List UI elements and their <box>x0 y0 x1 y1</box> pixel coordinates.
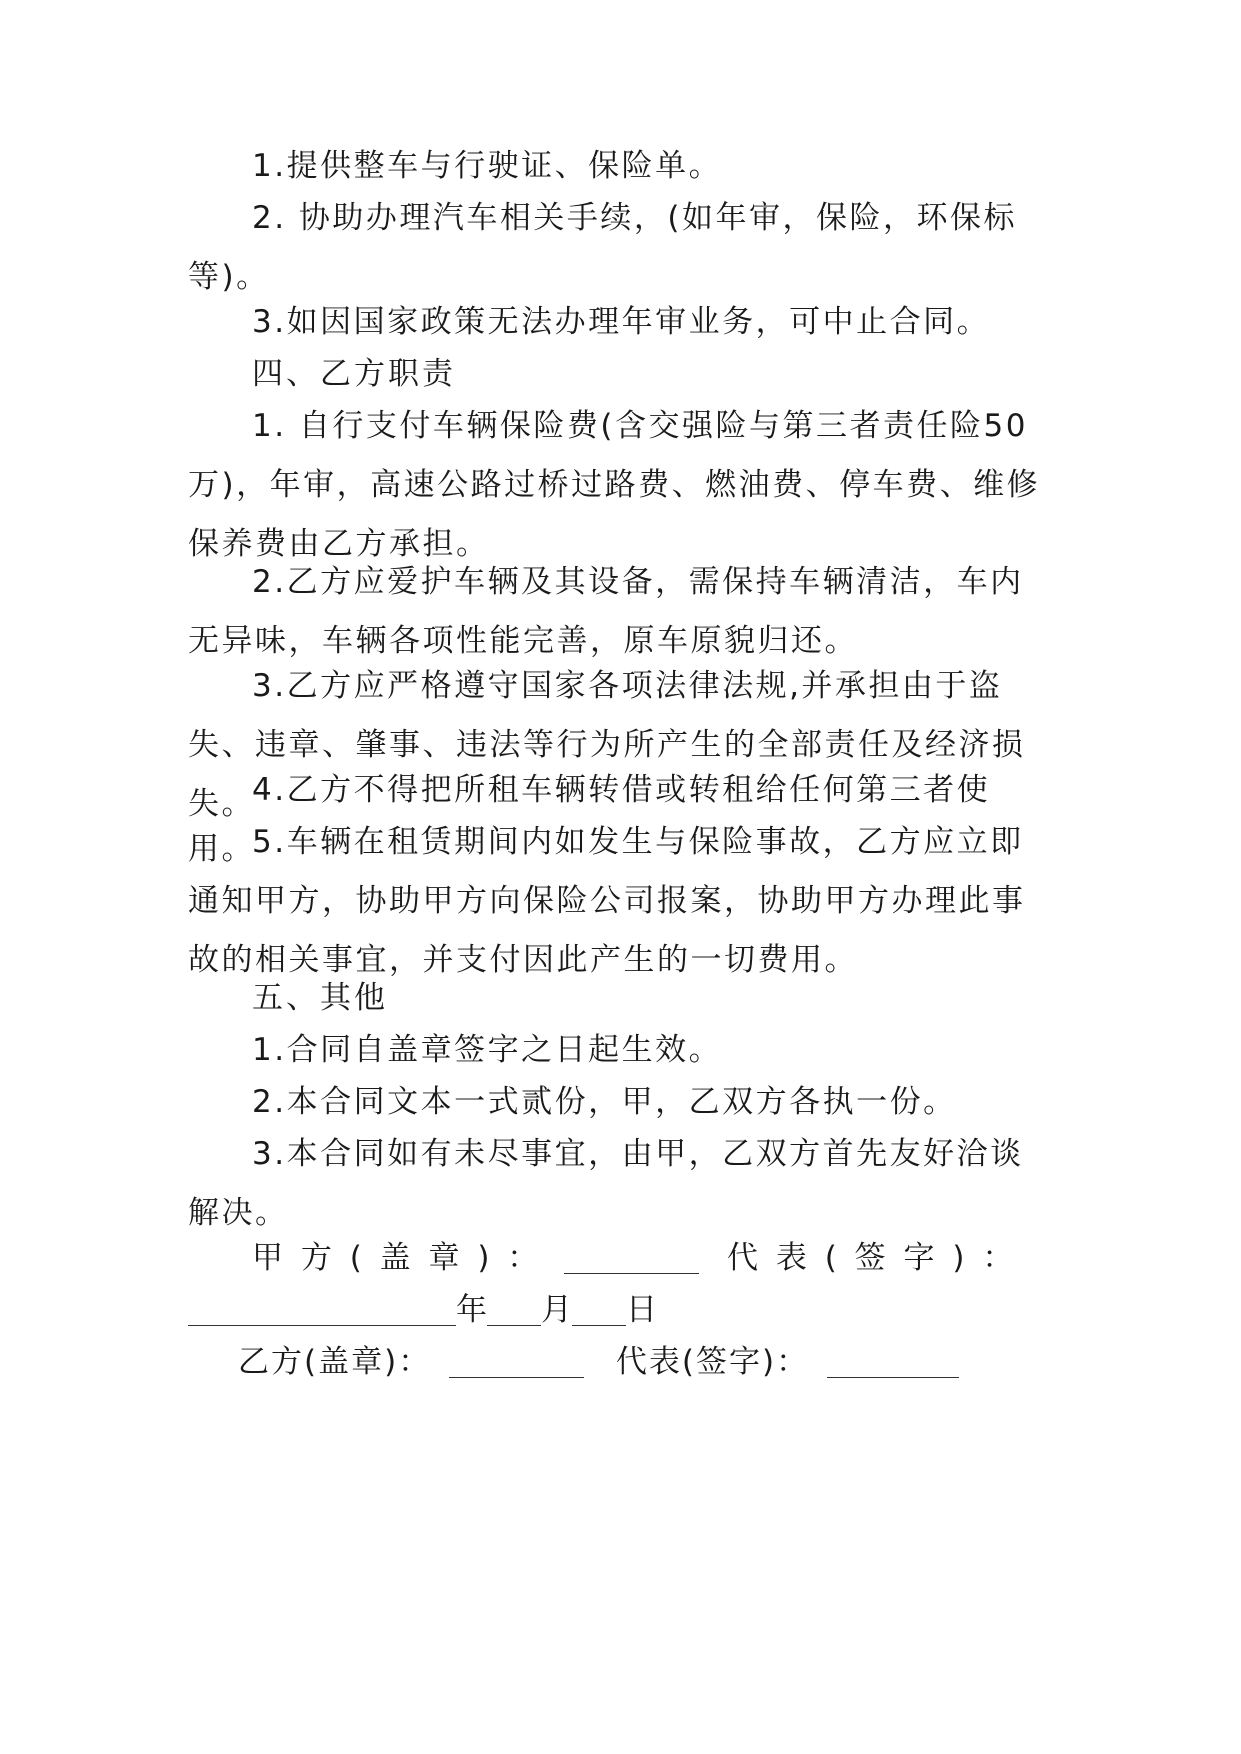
party-b-rep-label: 代表(签字)： <box>615 1344 810 1380</box>
party-a-seal-label: 甲 方 ( 盖 章 ) ： <box>252 1240 543 1276</box>
section-heading-other: 五、其他 <box>252 980 388 1016</box>
other-item-1: 1.合同自盖章签字之日起生效。 <box>252 1032 723 1068</box>
party-a-duty-3: 3.如因国家政策无法办理年审业务，可中止合同。 <box>252 304 991 340</box>
date-row <box>188 1281 657 1340</box>
party-b-duty-1: 1. 自行支付车辆保险费(含交强险与第三者责任险50万)，年审，高速公路过桥过路费、燃油费、停车费、维修保养费由乙方承担。 <box>188 408 1041 562</box>
party-b-seal-label: 乙方(盖章)： <box>238 1344 432 1380</box>
section-heading-party-b: 四、乙方职责 <box>252 356 456 392</box>
party-a-rep-label: 代 表 ( 签 字 ) ： <box>727 1240 1018 1276</box>
other-item-3: 3.本合同如有未尽事宜，由甲，乙双方首先友好洽谈解决。 <box>188 1136 1024 1231</box>
party-b-duty-4: 4.乙方不得把所租车辆转借或转租给任何第三者使用。 <box>188 772 991 867</box>
year-label: 年 <box>456 1292 487 1328</box>
party-b-duty-3: 3.乙方应严格遵守国家各项法律法规,并承担由于盗失、违章、肇事、违法等行为所产生的全部责任及经济损失。 <box>188 668 1026 822</box>
party-a-signature-row <box>252 1229 1017 1288</box>
day-blank[interactable] <box>572 1289 626 1326</box>
party-a-duty-2: 2. 协助办理汽车相关手续，(如年审，保险，环保标等)。 <box>188 200 1018 295</box>
other-item-2: 2.本合同文本一式贰份，甲，乙双方各执一份。 <box>252 1084 957 1120</box>
party-b-duty-5: 5.车辆在租赁期间内如发生与保险事故，乙方应立即通知甲方，协助甲方向保险公司报案，协助甲方办理此事故的相关事宜，并支付因此产生的一切费用。 <box>188 824 1026 978</box>
month-label: 月 <box>541 1292 572 1328</box>
party-a-duty-1: 1.提供整车与行驶证、保险单。 <box>252 148 723 184</box>
party-b-seal-blank[interactable] <box>449 1341 584 1378</box>
party-b-rep-blank[interactable] <box>827 1341 959 1378</box>
party-a-seal-blank[interactable] <box>564 1237 699 1274</box>
party-b-duty-2: 2.乙方应爱护车辆及其设备，需保持车辆清洁，车内无异味，车辆各项性能完善，原车原貌归还。 <box>188 564 1024 659</box>
month-blank[interactable] <box>487 1289 541 1326</box>
party-a-rep-blank[interactable] <box>188 1289 456 1326</box>
party-b-signature-row <box>238 1333 959 1392</box>
day-label: 日 <box>626 1292 657 1328</box>
